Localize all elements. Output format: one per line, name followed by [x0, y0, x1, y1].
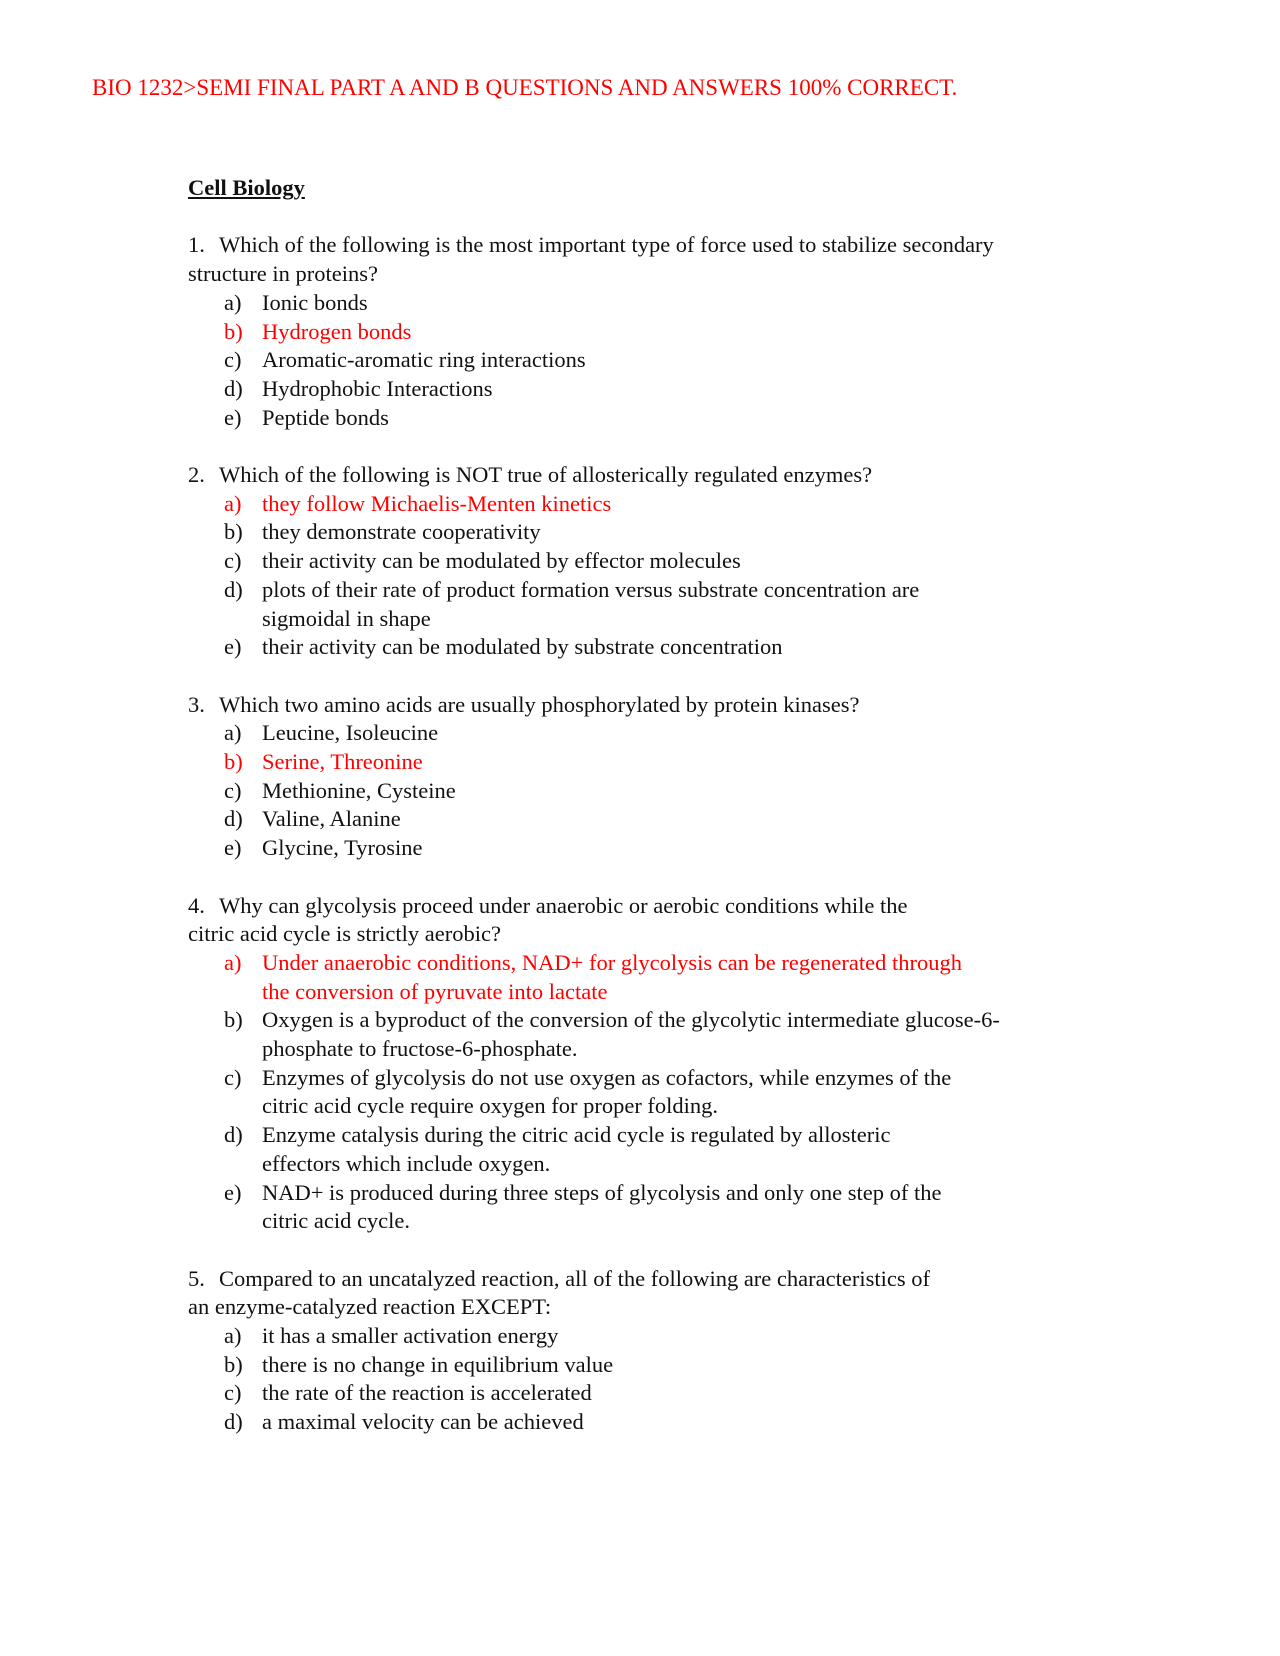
option-text-line: they demonstrate cooperativity: [262, 519, 541, 545]
option-letter: e): [224, 835, 242, 861]
answer-option: [224, 576, 1088, 633]
option-text-line: Glycine, Tyrosine: [262, 835, 423, 861]
option-letter: d): [224, 1122, 243, 1148]
option-text-line: their activity can be modulated by substrate concentration: [262, 634, 783, 660]
document-body: [188, 174, 1088, 1437]
option-text: [262, 834, 1088, 863]
option-letter: d): [224, 576, 243, 602]
option-letter: e): [224, 634, 242, 660]
option-text: [262, 633, 1088, 662]
option-letter: c): [224, 548, 242, 574]
option-text-line: Methionine, Cysteine: [262, 777, 456, 803]
option-text: [262, 1179, 1088, 1236]
option-text-line: Serine, Threonine: [262, 749, 423, 775]
answer-option: [224, 518, 1088, 547]
answer-option: [224, 1121, 1088, 1178]
option-text: [262, 346, 1088, 375]
answer-option: [224, 375, 1088, 404]
question-stem-line: [188, 691, 1088, 720]
question-stem-text: Why can glycolysis proceed under anaerobic or aerobic conditions while the: [219, 892, 908, 918]
option-text-line: Aromatic-aromatic ring interactions: [262, 347, 586, 373]
answer-option-correct: [224, 949, 1088, 1006]
option-list: [188, 719, 1088, 863]
question-4: [188, 892, 1088, 1236]
option-text-line: citric acid cycle require oxygen for proper folding.: [262, 1093, 719, 1119]
option-letter: c): [224, 777, 242, 803]
option-text-line: Hydrophobic Interactions: [262, 375, 493, 401]
option-text: [262, 805, 1088, 834]
option-text: [262, 547, 1088, 576]
answer-option: [224, 1006, 1088, 1063]
option-text: [262, 289, 1088, 318]
option-list: [188, 490, 1088, 662]
question-1: [188, 231, 1088, 432]
option-letter: b): [224, 318, 243, 344]
document-title: BIO 1232>SEMI FINAL PART A AND B QUESTIONS AND ANSWERS 100% CORRECT.: [92, 75, 958, 100]
option-text: [262, 375, 1088, 404]
option-text-line: they follow Michaelis-Menten kinetics: [262, 490, 612, 516]
option-text: [262, 1322, 1088, 1351]
question-stem-line: [188, 892, 1088, 921]
option-text-line: Leucine, Isoleucine: [262, 720, 439, 746]
option-text-line: Enzyme catalysis during the citric acid cycle is regulated by allosteric: [262, 1122, 891, 1148]
section-heading: Cell Biology: [188, 175, 305, 200]
option-text: [262, 1379, 1088, 1408]
option-text: [262, 949, 1088, 1006]
option-text-line: NAD+ is produced during three steps of glycolysis and only one step of the: [262, 1179, 942, 1205]
option-text-line: effectors which include oxygen.: [262, 1150, 551, 1176]
option-text: [262, 748, 1088, 777]
option-text-line: Ionic bonds: [262, 289, 368, 315]
question-stem-text: Compared to an uncatalyzed reaction, all of the following are characteristics of: [219, 1265, 930, 1291]
question-number: 4.: [188, 892, 205, 918]
answer-option: [224, 289, 1088, 318]
answer-option: [224, 719, 1088, 748]
answer-option-correct: [224, 748, 1088, 777]
option-list: [188, 1322, 1088, 1437]
question-stem: [188, 691, 1088, 720]
option-text: [262, 518, 1088, 547]
question-number: 5.: [188, 1265, 205, 1291]
question-stem-line: [188, 231, 1088, 260]
question-stem-text: an enzyme-catalyzed reaction EXCEPT:: [188, 1294, 552, 1320]
answer-option: [224, 1408, 1088, 1437]
question-stem-text: citric acid cycle is strictly aerobic?: [188, 921, 501, 947]
question-stem-text: Which of the following is the most important type of force used to stabilize secondary: [219, 232, 994, 258]
option-letter: b): [224, 519, 243, 545]
answer-option: [224, 346, 1088, 375]
question-2: [188, 461, 1088, 662]
question-3: [188, 691, 1088, 863]
option-letter: b): [224, 1007, 243, 1033]
question-number: 1.: [188, 232, 205, 258]
question-number: 3.: [188, 691, 205, 717]
option-text-line: Oxygen is a byproduct of the conversion of the glycolytic intermediate glucose-6-: [262, 1007, 1000, 1033]
answer-option: [224, 834, 1088, 863]
question-stem-line: [188, 920, 1088, 949]
question-stem-text: Which two amino acids are usually phosphorylated by protein kinases?: [219, 691, 860, 717]
option-letter: a): [224, 949, 242, 975]
answer-option: [224, 404, 1088, 433]
option-text: [262, 1351, 1088, 1380]
option-letter: d): [224, 1409, 243, 1435]
option-letter: c): [224, 347, 242, 373]
question-stem: [188, 231, 1088, 288]
question-stem: [188, 461, 1088, 490]
question-stem-line: [188, 1265, 1088, 1294]
option-letter: d): [224, 375, 243, 401]
option-letter: a): [224, 1323, 242, 1349]
option-text-line: Valine, Alanine: [262, 806, 401, 832]
option-text: [262, 777, 1088, 806]
option-text-line: there is no change in equilibrium value: [262, 1351, 614, 1377]
option-letter: e): [224, 404, 242, 430]
option-text-line: Enzymes of glycolysis do not use oxygen as cofactors, while enzymes of the: [262, 1064, 952, 1090]
option-text: [262, 1121, 1088, 1178]
answer-option: [224, 777, 1088, 806]
option-letter: b): [224, 749, 243, 775]
question-stem-line: [188, 1293, 1088, 1322]
question-stem: [188, 1265, 1088, 1322]
option-text: [262, 1408, 1088, 1437]
option-text-line: the rate of the reaction is accelerated: [262, 1380, 592, 1406]
question-stem-text: Which of the following is NOT true of allosterically regulated enzymes?: [219, 462, 873, 487]
option-text-line: citric acid cycle.: [262, 1208, 411, 1234]
answer-option-correct: [224, 490, 1088, 519]
question-stem-line: [188, 461, 1088, 490]
option-text-line: plots of their rate of product formation versus substrate concentration are: [262, 576, 920, 602]
option-letter: a): [224, 720, 242, 746]
answer-option: [224, 1179, 1088, 1236]
option-text: [262, 318, 1088, 347]
question-list: [188, 231, 1088, 1436]
option-letter: c): [224, 1064, 242, 1090]
option-text-line: it has a smaller activation energy: [262, 1323, 559, 1349]
option-letter: b): [224, 1351, 243, 1377]
option-letter: a): [224, 289, 242, 315]
question-stem-line: [188, 260, 1088, 289]
option-list: [188, 949, 1088, 1236]
option-text-line: phosphate to fructose-6-phosphate.: [262, 1036, 578, 1062]
option-letter: c): [224, 1380, 242, 1406]
option-letter: d): [224, 806, 243, 832]
answer-option: [224, 1064, 1088, 1121]
answer-option: [224, 1379, 1088, 1408]
question-5: [188, 1265, 1088, 1437]
option-list: [188, 289, 1088, 433]
option-text-line: Under anaerobic conditions, NAD+ for glycolysis can be regenerated through: [262, 949, 962, 975]
option-text: [262, 1006, 1088, 1063]
option-text-line: their activity can be modulated by effector molecules: [262, 548, 741, 574]
answer-option: [224, 547, 1088, 576]
answer-option: [224, 633, 1088, 662]
option-text: [262, 576, 1088, 633]
answer-option: [224, 1322, 1088, 1351]
option-text: [262, 490, 1088, 519]
question-stem: [188, 892, 1088, 949]
answer-option: [224, 805, 1088, 834]
answer-option-correct: [224, 318, 1088, 347]
option-text-line: Peptide bonds: [262, 404, 389, 430]
option-text-line: the conversion of pyruvate into lactate: [262, 978, 608, 1004]
question-number: 2.: [188, 462, 205, 487]
answer-option: [224, 1351, 1088, 1380]
question-stem-text: structure in proteins?: [188, 261, 378, 287]
option-letter: e): [224, 1179, 242, 1205]
option-letter: a): [224, 490, 242, 516]
option-text-line: a maximal velocity can be achieved: [262, 1409, 584, 1435]
option-text: [262, 1064, 1088, 1121]
option-text: [262, 404, 1088, 433]
option-text-line: Hydrogen bonds: [262, 318, 412, 344]
option-text: [262, 719, 1088, 748]
option-text-line: sigmoidal in shape: [262, 605, 431, 631]
